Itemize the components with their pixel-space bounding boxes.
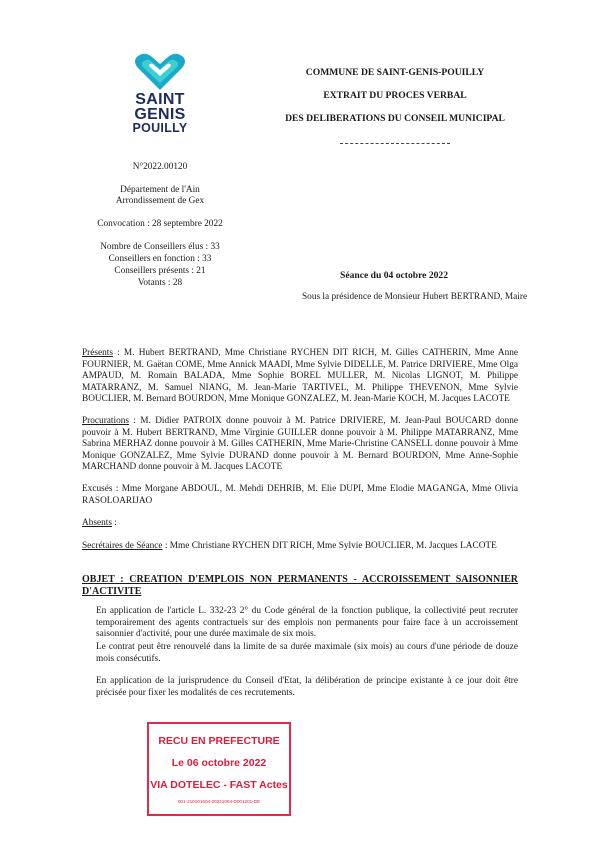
votants: Votants : 28 [137,278,183,288]
secretaires-paragraph [82,541,518,553]
city-logo [120,52,200,135]
seance-date: Séance du 04 octobre 2022 [340,270,449,281]
procurations-list: : M. Didier PATROIX donne pouvoir à M. Patrice DRIVIERE, M. Jean-Paul BOUCARD donne pouvoir à M. Hubert BERTRAND, Mme Virginie GUILLER donne pouvoir à M. Philippe MATARRANZ, Mme Sabrina MERHAZ donne pouvoir à M. Gilles CATHERIN, Mme Marie-Christine CANSELL donne pouvoir à Mme Monique GONZALEZ, Mme Sylvie DURAND donne pouvoir à M. Bernard BOURDON, Mme Anne-Sophie MARCHAND donne pouvoir à M. Jacques LACOTE [82,416,518,473]
absents-paragraph [82,518,518,530]
objet-heading [82,574,518,597]
absents-label: Absents [82,518,112,528]
departement: Département de l'Ain [120,185,200,195]
conseillers-fonction: Conseillers en fonction : 33 [108,254,212,264]
secretaires-list: : Mme Christiane RYCHEN DIT RICH, Mme Sylvie BOUCLIER, M. Jacques LACOTE [162,541,497,551]
deliberation-number: N°2022.00120 [132,162,188,172]
presents-label: Présents [82,348,113,358]
excuses-paragraph: Excusés : Mme Morgane ABDOUL, M. Mehdi DEHRIB, M. Elie DUPI, Mme Elodie MAGANGA, Mme Olivia RASOLOARIJAO [82,484,518,506]
absents-list: : [111,518,117,528]
procurations-label: Procurations [82,416,129,426]
body-paragraph-3: En application de la jurisprudence du Conseil d'Etat, la délibération de principe existante à ce jour doit être précisée pour fixer les modalités de ces recrutements. [96,676,518,698]
logo-text-saint: SAINT [135,91,185,108]
body-paragraph-2: Le contrat peut être renouvelé dans la limite de sa durée maximale (six mois) au cours d'une période de douze mois consécutifs. [96,642,518,664]
logo-text-pouilly: POUILLY [132,121,188,135]
objet-text: : CREATION D'EMPLOIS NON PERMANENTS - ACCROISSEMENT SAISONNIER D'ACTIVITE [82,574,518,597]
commune-title: COMMUNE DE SAINT-GENIS-POUILLY [305,67,485,78]
procurations-paragraph [82,416,518,474]
conseillers-elus: Nombre de Conseillers élus : 33 [100,242,220,252]
body-paragraph-1: En application de l'article L. 332-23 2° du Code général de la fonction publique, la collectivité peut recruter temporairement des agents contractuels sur des emplois non permanents pour faire face à un accroissement saisonnier d'activité, pour une durée maximale de six mois. [96,606,518,640]
presidence: Sous la présidence de Monsieur Hubert BERTRAND, Maire [302,292,528,302]
convocation-date: Convocation : 28 septembre 2022 [97,219,223,229]
stamp-received: RECU EN PREFECTURE [158,735,280,747]
extrait-title: EXTRAIT DU PROCES VERBAL [323,90,467,101]
deliberations-title: DES DELIBERATIONS DU CONSEIL MUNICIPAL [285,113,505,124]
heart-logo-icon [132,52,188,92]
conseillers-presents: Conseillers présents : 21 [114,266,206,276]
stamp-reference: 001-210101604-20221004-D001201-DE [177,799,261,804]
presents-paragraph [82,348,518,406]
secretaires-label: Secrétaires de Séance [82,541,163,551]
arrondissement: Arrondissement de Gex [115,196,205,206]
logo-text-genis: GENIS [134,106,186,123]
objet-label: OBJET [82,574,115,585]
header-divider [340,143,450,144]
prefecture-stamp [147,722,291,816]
stamp-via: VIA DOTELEC - FAST Actes [150,779,288,791]
presents-list: : M. Hubert BERTRAND, Mme Christiane RYCHEN DIT RICH, M. Gilles CATHERIN, Mme Anne FOURNIER, M. Gaëtan COME, Mme Annick MAADI, Mme Sylvie DIDELLE, M. Patrice DRIVIERE, Mme Olga AMPAUD, M. Romain BALADA, Mme Sophie BOREL MULLER, M. Nicolas LIGNOT, M. Philippe MATARRANZ, M. Samuel NIANG, M. Jean-Marie TARTIVEL, M. Philippe THEVENON, Mme Sylvie BOUCLIER, M. Bernard BOURDON, Mme Monique GONZALEZ, M. Jean-Marie KOCH, M. Jacques LACOTE [82,348,518,405]
stamp-date: Le 06 octobre 2022 [171,757,267,769]
